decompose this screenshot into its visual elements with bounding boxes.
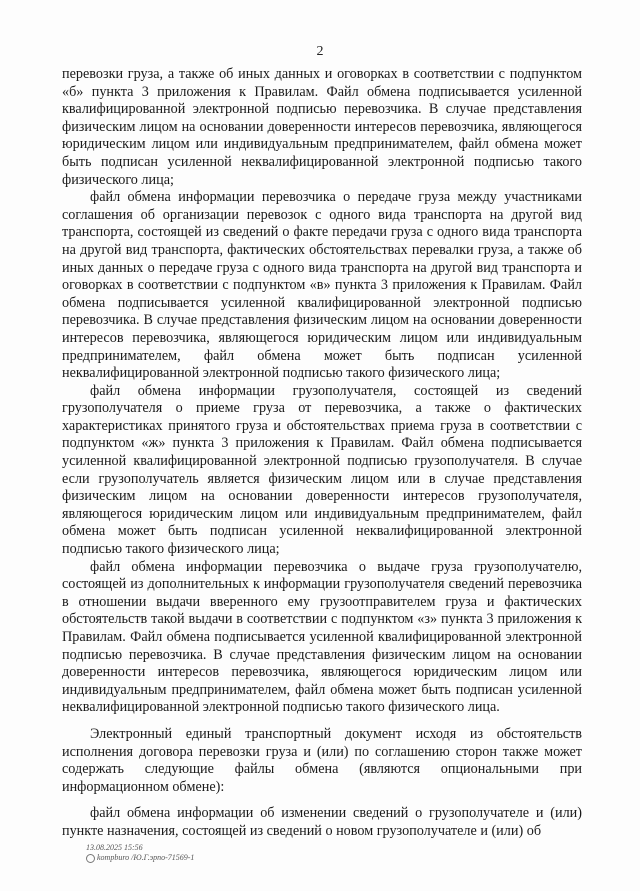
page-number: 2 xyxy=(316,44,324,59)
paragraph-5: Электронный единый транспортный документ исходя из обстоятельств исполнения договора перевозки груза и (или) по соглашению сторон также может содержать следующие файлы обмена (являются опциональными при информационном обмене): xyxy=(62,725,582,795)
paragraph-3: файл обмена информации грузополучателя, состоящей из сведений грузополучателя о приеме груза от перевозчика, а также о фактических характеристиках принятого груза и обстоятельствах приема груза в соответствии с подпунктом «ж» пункта 3 приложения к Правилам. Файл обмена подписывается усиленной квалифицированной электронной подписью грузополучателя. В случае если грузополучатель является физическим лицом или в случае представления физическим лицом на основании доверенности интересов грузополучателя, являющегося юридическим лицом или индивидуальным предпринимателем, файл обмена может быть подписан усиленной неквалифицированной электронной подписью такого физического лица; xyxy=(62,382,582,558)
registered-mark-icon xyxy=(86,854,95,863)
footer-date: 13.08.2025 15:56 xyxy=(86,843,143,852)
paragraph-1: перевозки груза, а также об иных данных и оговорках в соответствии с подпунктом «б» пункта 3 приложения к Правилам. Файл обмена подписывается усиленной квалифицированной электронной подписью перевозчика. В случае представления физическим лицом на основании доверенности интересов перевозчика, являющегося юридическим лицом или индивидуальным предпринимателем, файл обмена может быть подписан усиленной неквалифицированной электронной подписью такого физического лица; xyxy=(62,66,582,188)
document-body xyxy=(62,66,582,841)
footer-author: kompburo /Ю.Г.эрпо-71569-1 xyxy=(97,853,195,862)
paragraph-6: файл обмена информации об изменении сведений о грузополучателе и (или) пункте назначения, состоящей из сведений о новом грузополучателе и (или) об xyxy=(62,805,582,839)
paragraph-2: файл обмена информации перевозчика о передаче груза между участниками соглашения об организации перевозок с одного вида транспорта на другой вид транспорта, состоящей из сведений о факте передачи груза с одного вида транспорта на другой вид транспорта, фактических обстоятельствах перевалки груза, а также об иных данных о передаче груза с одного вида транспорта на другой вид транспорта и оговорках в соответствии с подпунктом «в» пункта 3 приложения к Правилам. Файл обмена подписывается усиленной квалифицированной электронной подписью перевозчика. В случае представления физическим лицом на основании доверенности интересов перевозчика, являющегося юридическим лицом или индивидуальным предпринимателем, файл обмена может быть подписан усиленной неквалифицированной электронной подписью такого физического лица; xyxy=(62,189,582,382)
print-footer xyxy=(86,843,194,863)
footer-author-line xyxy=(86,853,194,863)
paragraph-4: файл обмена информации перевозчика о выдаче груза грузополучателю, состоящей из дополнительных к информации грузополучателя сведений перевозчика в отношении выдачи вверенного ему грузоотправителем груза и фактических обстоятельств такой выдачи в соответствии с подпунктом «з» пункта 3 приложения к Правилам. Файл обмена подписывается усиленной квалифицированной электронной подписью перевозчика. В случае представления физическим лицом на основании доверенности интересов перевозчика, являющегося юридическим лицом или индивидуальным предпринимателем, файл обмена может быть подписан усиленной неквалифицированной электронной подписью такого физического лица. xyxy=(62,558,582,716)
